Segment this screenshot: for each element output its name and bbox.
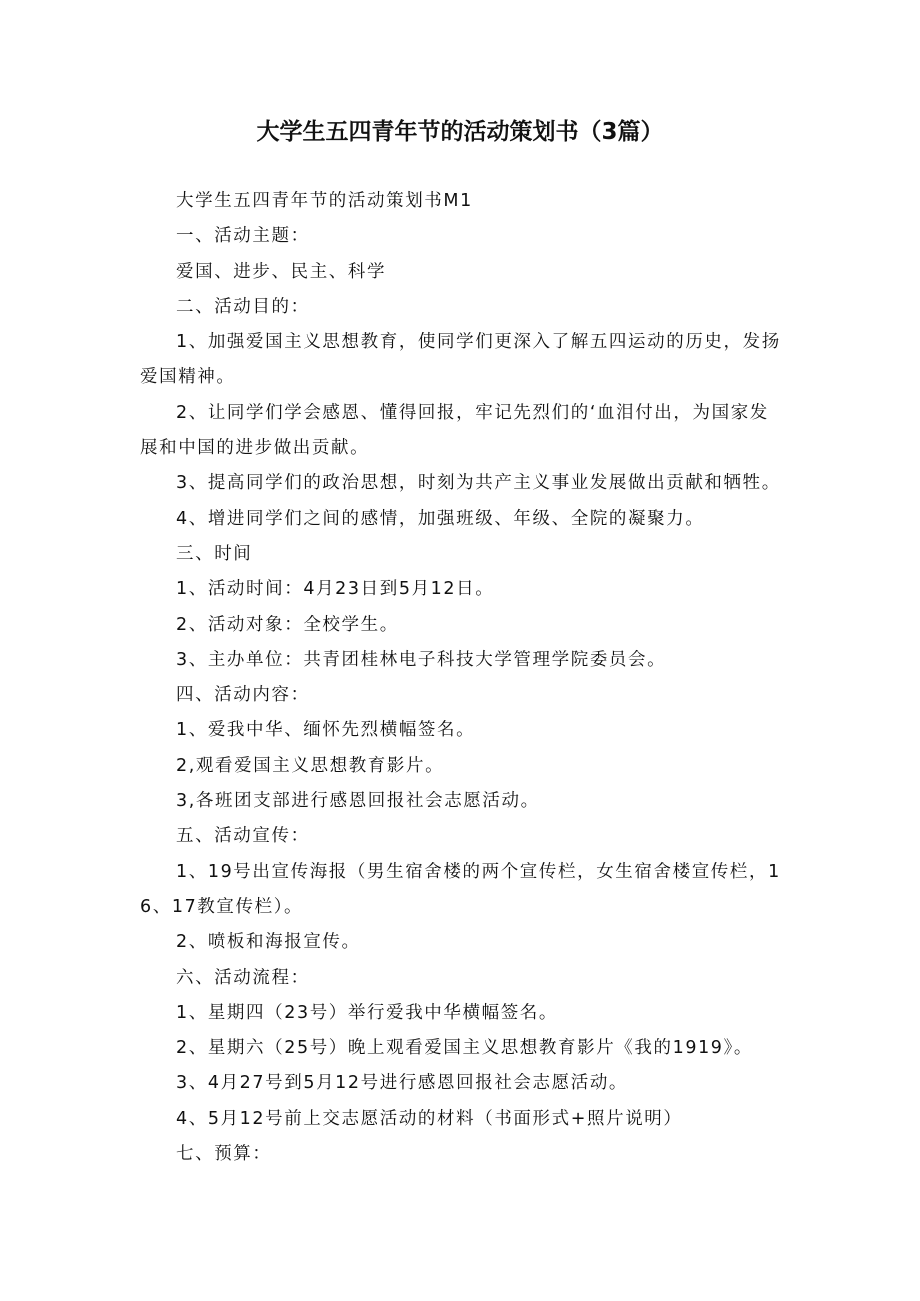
subtitle-paragraph: 大学生五四青年节的活动策划书M1 bbox=[176, 191, 473, 211]
purpose-item-4: 4、增进同学们之间的感情，加强班级、年级、全院的凝聚力。 bbox=[176, 508, 705, 529]
section-heading-publicity: 五、活动宣传： bbox=[176, 826, 310, 847]
content-item-2: 2,观看爱国主义思想教育影片。 bbox=[176, 755, 445, 776]
document-body bbox=[140, 184, 785, 1172]
content-item-3: 3,各班团支部进行感恩回报社会志愿活动。 bbox=[176, 791, 540, 812]
section-heading-purpose: 二、活动目的： bbox=[176, 296, 310, 317]
time-item-2: 2、活动对象：全校学生。 bbox=[176, 614, 399, 635]
purpose-item-1: 1、加强爱国主义思想教育，使同学们更深入了解五四运动的历史，发扬爱国精神。 bbox=[140, 332, 781, 388]
process-item-1: 1、星期四（23号）举行爱我中华横幅签名。 bbox=[176, 1002, 559, 1023]
time-item-3: 3、主办单位：共青团桂林电子科技大学管理学院委员会。 bbox=[176, 649, 667, 670]
process-item-3: 3、4月27号到5月12号进行感恩回报社会志愿活动。 bbox=[176, 1073, 629, 1094]
section-heading-content: 四、活动内容： bbox=[176, 685, 310, 706]
section-heading-theme: 一、活动主题： bbox=[176, 226, 310, 247]
process-item-2: 2、星期六（25号）晚上观看爱国主义思想教育影片《我的1919》。 bbox=[176, 1038, 753, 1059]
time-item-1: 1、活动时间：4月23日到5月12日。 bbox=[176, 579, 495, 600]
theme-text: 爱国、进步、民主、科学 bbox=[176, 261, 387, 282]
section-heading-time: 三、时间 bbox=[176, 543, 253, 564]
purpose-item-3: 3、提高同学们的政治思想，时刻为共产主义事业发展做出贡献和牺牲。 bbox=[176, 473, 781, 494]
section-heading-budget: 七、预算： bbox=[176, 1144, 272, 1165]
purpose-item-2: 2、让同学们学会感恩、懂得回报，牢记先烈们的‘血泪付出，为国家发展和中国的进步做出贡献。 bbox=[140, 402, 769, 459]
publicity-item-1: 1、19号出宣传海报（男生宿舍楼的两个宣传栏，女生宿舍楼宣传栏，16、17教宣传栏）。 bbox=[140, 861, 781, 917]
document-title: 大学生五四青年节的活动策划书（3篇） bbox=[256, 119, 664, 145]
publicity-item-2: 2、喷板和海报宣传。 bbox=[176, 932, 361, 953]
section-heading-process: 六、活动流程： bbox=[176, 967, 310, 988]
process-item-4: 4、5月12号前上交志愿活动的材料（书面形式+照片说明） bbox=[176, 1108, 683, 1129]
content-item-1: 1、爱我中华、缅怀先烈横幅签名。 bbox=[176, 720, 476, 741]
